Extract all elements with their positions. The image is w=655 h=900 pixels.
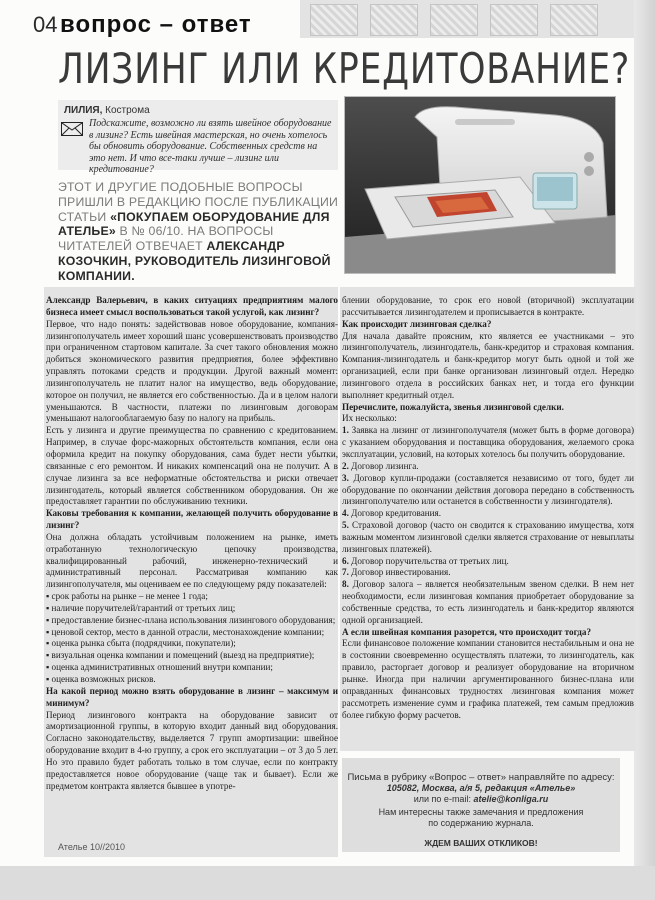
numbered-item: 5. Страховой договор (часто он сводится к страхованию имущества, хотя важным моментом лизинговой сделки является страхование от невыплаты лизинговых платежей). bbox=[342, 520, 634, 554]
numbered-item: 3. Договор купли-продажи (составляется независимо от того, будет ли оборудование по окончании действия договора передано в собственность лизингополучателю или останется в собственности у лизингодателя). bbox=[342, 472, 634, 507]
paragraph: блении оборудование, то срок его новой (вторичной) эксплуатации рассчитывается лизингодателем и прописывается в контракте. bbox=[342, 295, 634, 317]
list-item: ▪ ценовой сектор, место в данной отрасли, местонахождение компании; bbox=[46, 626, 325, 637]
list-item: ▪ оценка административных отношений внутри компании; bbox=[46, 662, 273, 673]
email-link[interactable]: atelie@konliga.ru bbox=[473, 794, 549, 804]
list-item: ▪ оценка возможных рисков. bbox=[46, 674, 156, 684]
mail-box-line: по содержанию журнала. bbox=[428, 818, 534, 828]
section-name: вопрос – ответ bbox=[60, 11, 252, 38]
article-headline: ЛИЗИНГ ИЛИ КРЕДИТОВАНИЕ? bbox=[58, 44, 631, 93]
paragraph: Первое, что надо понять: задействовав новое оборудование, компания-лизингополучатель имеет хороший шанс усовершенствовать производство при ограниченном стартовом капитале. За счет такого обновления можно добиться экономического развития предприятия, более эффективно управлять потоками средств и продукции. Другой важный момент: лизингополучатель не платит налог на имущество, ведь оборудование, которое он получил, не является его собственностью. Да и в целом налоги уменьшаются. В частности, платежи по лизинговым договорам уменьшают налогооблагаемую базу по налогу на прибыль. bbox=[46, 318, 338, 424]
question-city: Кострома bbox=[102, 105, 150, 116]
paragraph: Она должна обладать устойчивым положением на рынке, иметь отработанную технологическую цепочку производства, квалифицированный рабочий, инженерно-технический и административный персонал. Рассматривая компанию как лизингополучателя, мы оцениваем ее по следующему ряду показателей: bbox=[46, 531, 338, 590]
envelope-icon bbox=[61, 122, 83, 136]
article-column-left bbox=[46, 295, 338, 792]
list-item: ▪ оценка рынка сбыта (подрядчики, покупатели); bbox=[46, 638, 236, 649]
article-intro: ЭТОТ И ДРУГИЕ ПОДОБНЫЕ ВОПРОСЫ ПРИШЛИ В РЕДАКЦИЮ ПОСЛЕ ПУБЛИКАЦИИ СТАТЬИ «ПОКУПАЕМ ОБОРУДОВАНИЕ ДЛЯ АТЕЛЬЕ» В № 06/10. НА ВОПРОСЫ ЧИТАТЕЛЕЙ ОТВЕЧАЕТ АЛЕКСАНДР КОЗОЧКИН, РУКОВОДИТЕЛЬ ЛИЗИНГОВОЙ КОМПАНИИ. bbox=[58, 180, 339, 283]
numbered-item: 2. Договор лизинга. bbox=[342, 460, 419, 471]
numbered-item: 1. Заявка на лизинг от лизингополучателя (может быть в форме договора) с указанием оборудования и поставщика оборудования, желаемого срока эксплуатации, условий, на которых хотелось бы получить оборудование. bbox=[342, 425, 634, 459]
paragraph: Для начала давайте проясним, кто является ее участниками – это лизингополучатель, лизингодатель, банк-кредитор и страховая компания. Компания-лизингодатель и банк-кредитор могут быть одной и той же организацией, если при банке организован лизинговый отдел. Нередко лизингового отдела в российских банках нет, и тогда его функции выполняет кредитный отдел. bbox=[342, 330, 634, 400]
answerer-name: АЛЕКСАНДР КОЗОЧКИН, РУКОВОДИТЕЛЬ ЛИЗИНГОВОЙ КОМПАНИИ. bbox=[58, 239, 331, 283]
interview-question: Как происходит лизинговая сделка? bbox=[342, 318, 492, 329]
interview-question: Александр Валерьевич, в каких ситуациях предприятиям малого бизнеса имеет смысл воспользоваться такой услугой, как лизинг? bbox=[46, 295, 338, 317]
mail-box-address: 105082, Москва, а/я 5, редакция «Ателье» bbox=[386, 783, 576, 793]
numbered-item: 6. Договор поручительства от третьих лиц. bbox=[342, 555, 509, 566]
mail-box-call-to-action: ЖДЕМ ВАШИХ ОТКЛИКОВ! bbox=[424, 838, 538, 848]
paragraph: Их несколько: bbox=[342, 413, 397, 424]
article-column-right bbox=[342, 295, 634, 721]
page-spine-edge bbox=[634, 0, 655, 900]
question-text: Подскажите, возможно ли взять швейное оборудование в лизинг? Есть швейная мастерская, но очень хотелось бы обновить оборудование. Собственных средств на это нет. И что все-таки лучше – лизинг или кредитование? bbox=[89, 118, 332, 176]
section-number: 04 bbox=[33, 12, 58, 37]
decorative-header-band bbox=[300, 0, 634, 38]
paragraph: Период лизингового контракта на оборудование зависит от амортизационной группы, в которую входит данный вид оборудования. Согласно законодательству, выделяется 7 групп амортизации: швейное оборудование входит в 4-ю группу, а срок его эксплуатации – от 3 до 5 лет. Но это правило будет работать только в том случае, если по контракту предоставляется новое оборудование (чаще так и бывает). Если же предметом контракта является бывшее в употре- bbox=[46, 709, 338, 791]
embroidery-machine-photo bbox=[344, 96, 616, 274]
list-item: ▪ срок работы на рынке – не менее 1 года; bbox=[46, 591, 208, 602]
interview-question: Каковы требования к компании, желающей получить оборудование в лизинг? bbox=[46, 508, 338, 531]
interview-question: На какой период можно взять оборудование в лизинг – максимум и минимум? bbox=[46, 685, 338, 708]
numbered-item: 7. Договор инвестирования. bbox=[342, 567, 451, 578]
list-item: ▪ визуальная оценка компании и помещений (выезд на предприятие); bbox=[46, 650, 315, 661]
page-bottom-edge bbox=[0, 866, 655, 900]
paragraph: Есть у лизинга и другие преимущества по сравнению с кредитованием. Например, в случае форс-мажорных обстоятельств компания, если она оформила кредит на покупку оборудования, сама будет нести убытки, связанные с его ремонтом. И никаких компенсаций она не получит. А в случае лизинга за все неформатные обстоятельства и риски отвечает лизингодатель, который является собственником оборудования. Он же предоставляет гарантии по обслуживанию техники. bbox=[46, 425, 338, 507]
interview-question: А если швейная компания разорется, что происходит тогда? bbox=[342, 626, 592, 637]
mail-box-line: Нам интересны также замечания и предложения bbox=[378, 807, 584, 817]
interview-question: Перечислите, пожалуйста, звенья лизинговой сделки. bbox=[342, 401, 564, 412]
page-footer: Ателье 10//2010 bbox=[58, 842, 126, 852]
paragraph: Если финансовое положение компании становится нестабильным и она не в состоянии своевременно осуществлять платежи, то лизингодатель, как правило, расторгает договор и реализует оборудование на вторичном рынке. Иногда при наличии аргументированного бизнес-плана или оправданных финансовых трудностях лизинговая компания может рассмотреть изменение сумм и графика платежей, тем самым предложив более гибкую форму расчетов. bbox=[342, 638, 634, 720]
referenced-article-title: «ПОКУПАЕМ ОБОРУДОВАНИЕ ДЛЯ АТЕЛЬЕ» bbox=[58, 209, 330, 239]
question-author: ЛИЛИЯ, Кострома bbox=[64, 105, 150, 116]
mail-info-box bbox=[342, 758, 620, 852]
mail-box-email-line: или по e-mail: atelie@konliga.ru bbox=[413, 794, 549, 804]
numbered-item: 4. Договор кредитования. bbox=[342, 508, 442, 519]
list-item: ▪ предоставление бизнес-плана использования лизингового оборудования; bbox=[46, 614, 336, 625]
mail-box-line: Письма в рубрику «Вопрос – ответ» направляйте по адресу: bbox=[347, 772, 615, 783]
list-item: ▪ наличие поручителей/гарантий от третьих лиц; bbox=[46, 602, 236, 613]
numbered-item: 8. Договор залога – является необязательным звеном сделки. В нем нет необходимости, если лизинговая компания приобретает оборудование за собственные средства, то есть лизингодатель и банк-кредитор являются одной организацией. bbox=[342, 579, 634, 625]
